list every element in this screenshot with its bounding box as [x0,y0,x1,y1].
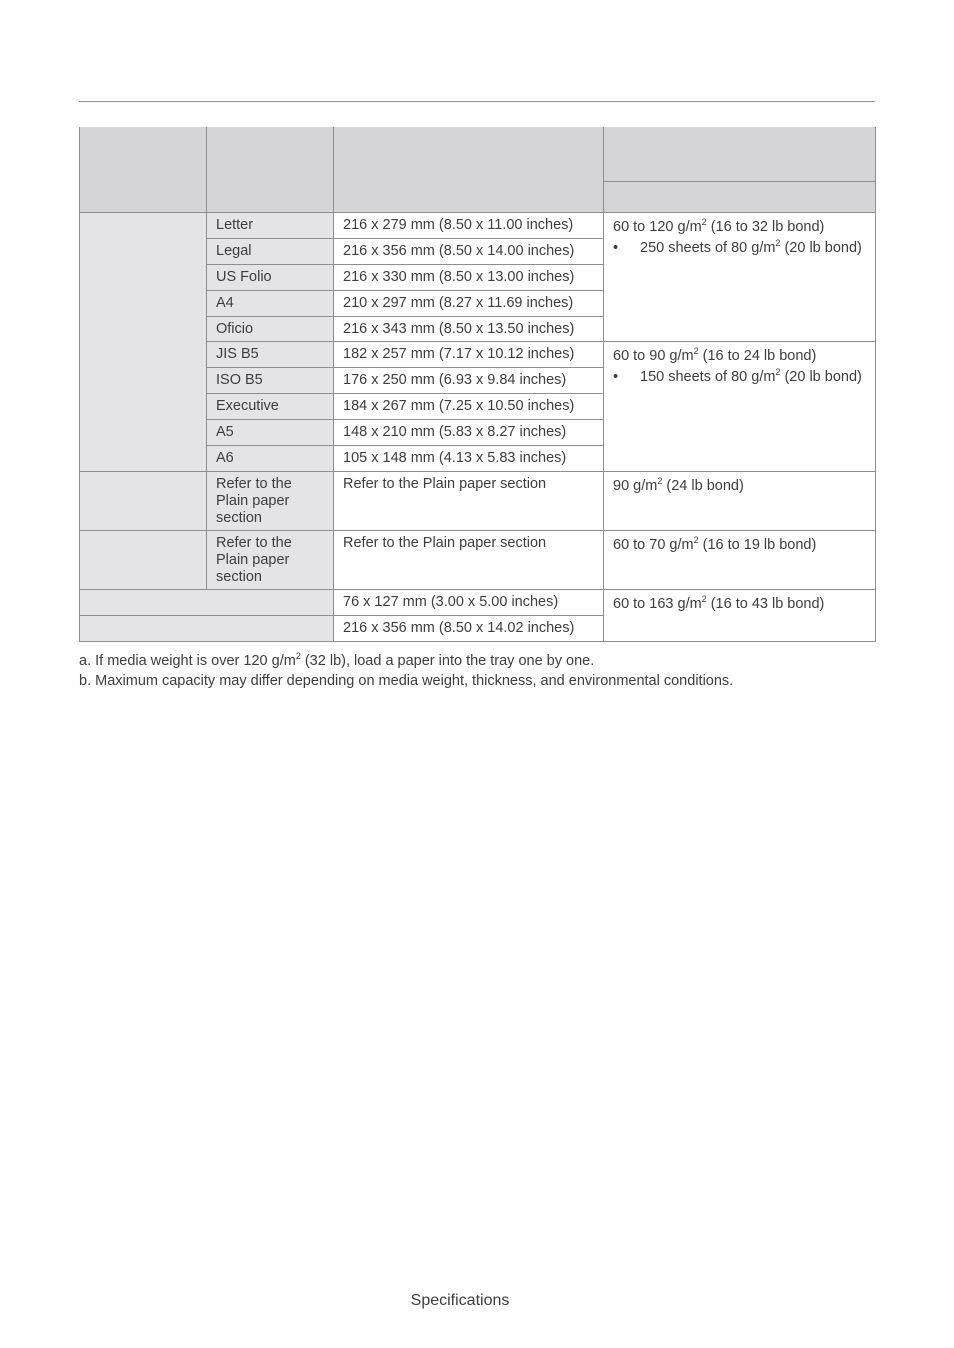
dimension-cell: 216 x 343 mm (8.50 x 13.50 inches) [334,316,604,341]
top-rule [79,101,875,102]
dimension-cell: 176 x 250 mm (6.93 x 9.84 inches) [334,367,604,393]
size-name-cell: Executive [207,393,334,419]
size-name-cell: US Folio [207,264,334,290]
dimension-cell: Refer to the Plain paper section [334,471,604,530]
size-name-cell: Refer to the Plain paper section [207,471,334,530]
minimum-size-label-cell [80,589,334,615]
dimension-cell: 182 x 257 mm (7.17 x 10.12 inches) [334,341,604,367]
dimension-cell: 216 x 330 mm (8.50 x 13.00 inches) [334,264,604,290]
header-cell-weight [604,127,876,181]
footnote-b: b. Maximum capacity may differ depending on media weight, thickness, and environmental conditions. [79,673,734,689]
dimension-cell: 148 x 210 mm (5.83 x 8.27 inches) [334,419,604,445]
weight-cell: 60 to 163 $g/m^2$ (16 to 43 lb bond) [604,589,876,641]
paper-spec-table [79,127,876,642]
size-name-cell: Legal [207,238,334,264]
footnote-a: a. If media weight is over 120 $g/m^2$ (32 lb), load a paper into the tray one by one. [79,651,595,669]
media-type-cell-plain [80,212,207,471]
weight-cell: 60 to 70 $g/m^2$ (16 to 19 lb bond) [604,530,876,589]
size-name-cell: A6 [207,445,334,471]
capacity-bullet: • 150 sheets of 80 $g/m^2$ (20 lb bond) [613,366,862,385]
dimension-cell: 216 x 356 mm (8.50 x 14.02 inches) [334,615,604,641]
footer-label: Specifications [410,1292,510,1309]
footnotes [79,651,879,691]
weight-cell-group2: 60 to 90 $g/m^2$ (16 to 24 lb bond) • 150 sheets of 80 $g/m^2$ (20 lb bond) [604,341,876,471]
size-name-cell: A4 [207,290,334,316]
media-type-cell [80,471,207,530]
header-cell-size [207,127,334,212]
weight-cell-group1: 60 to 120 $g/m^2$ (16 to 32 lb bond) • 250 sheets of 80 $g/m^2$ (20 lb bond) [604,212,876,341]
dimension-cell: 216 x 279 mm (8.50 x 11.00 inches) [334,212,604,238]
size-name-cell: Letter [207,212,334,238]
header-cell-type [80,127,207,212]
size-name-cell: Refer to the Plain paper section [207,530,334,589]
size-name-cell: Oficio [207,316,334,341]
maximum-size-label-cell [80,615,334,641]
media-type-cell [80,530,207,589]
header-cell-dimensions [334,127,604,212]
dimension-cell: 76 x 127 mm (3.00 x 5.00 inches) [334,589,604,615]
capacity-bullet: • 250 sheets of 80 $g/m^2$ (20 lb bond) [613,237,862,256]
dimension-cell: 216 x 356 mm (8.50 x 14.00 inches) [334,238,604,264]
weight-cell: 90 $g/m^2$ (24 lb bond) [604,471,876,530]
dimension-cell: 210 x 297 mm (8.27 x 11.69 inches) [334,290,604,316]
size-name-cell: ISO B5 [207,367,334,393]
dimension-cell: Refer to the Plain paper section [334,530,604,589]
header-cell-tray [604,181,876,212]
size-name-cell: JIS B5 [207,341,334,367]
dimension-cell: 184 x 267 mm (7.25 x 10.50 inches) [334,393,604,419]
size-name-cell: A5 [207,419,334,445]
dimension-cell: 105 x 148 mm (4.13 x 5.83 inches) [334,445,604,471]
